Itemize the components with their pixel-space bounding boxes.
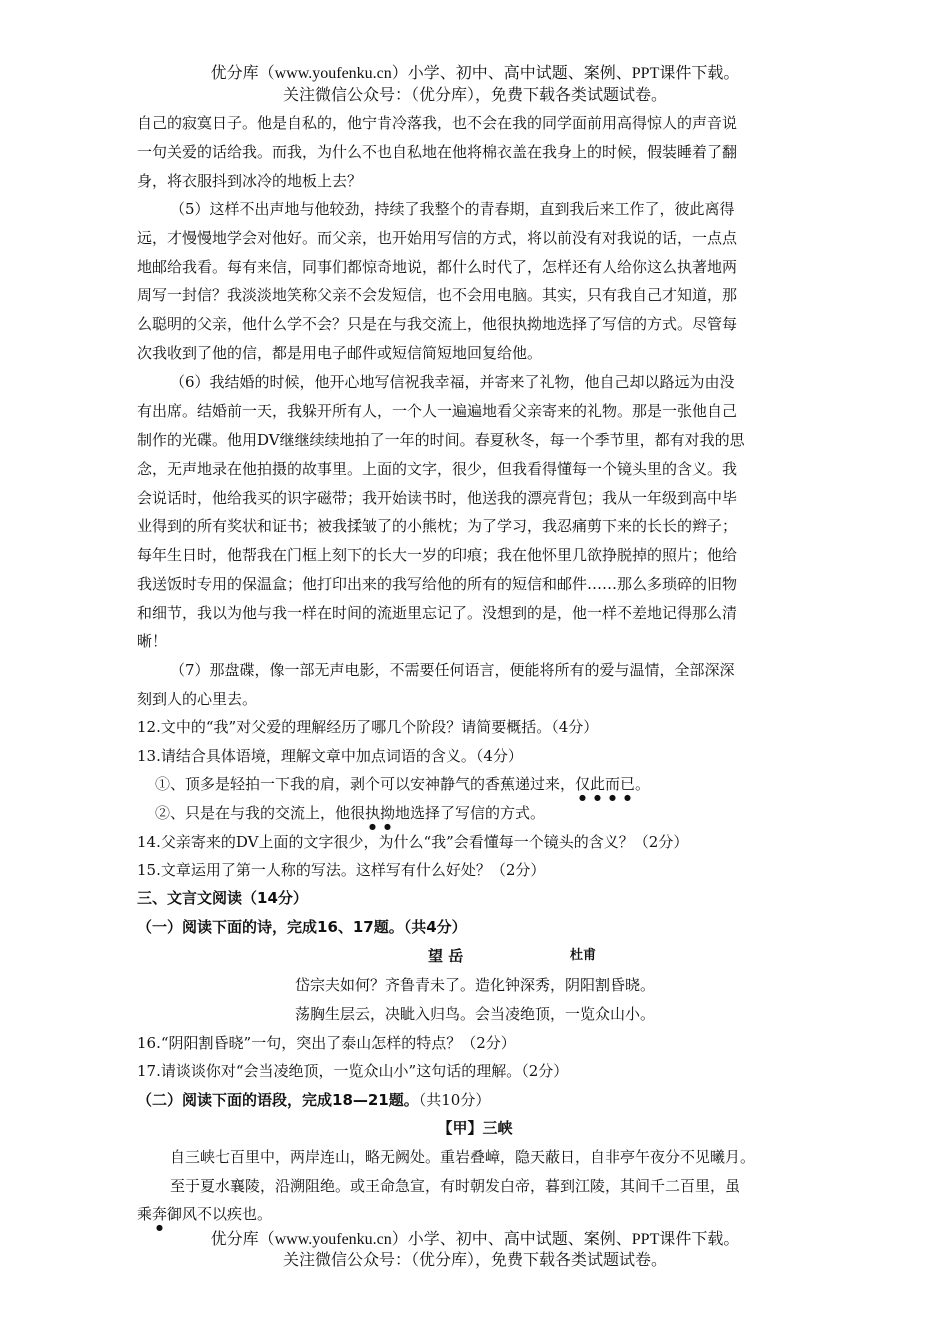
q13-2-end: 地选择了写信的方式。 [395,804,546,822]
jia-line-3 [137,1204,272,1232]
question-13-item-1 [155,774,650,802]
poem-author: 杜甫 [570,948,597,963]
section-3-title: 三、文言文阅读（14分） [137,889,308,907]
section-3-part-1: （一）阅读下面的诗，完成16、17题。（共4分） [137,918,467,936]
question-13-item-2 [155,803,545,831]
p6-line-5: 会说话时，他给我买的识字磁带；我开始读书时，他送我的漂亮背包；我从一年级到高中毕 [137,489,738,507]
p6-line-2: 有出席。结婚前一天，我躲开所有人，一个人一遍遍地看父亲寄来的礼物。那是一张他自己 [137,402,738,420]
p4-line-2: 一句关爱的话给我。而我，为什么不也自私地在他将棉衣盖在我身上的时候，假装睡着了翻 [137,143,738,161]
p6-line-3: 制作的光碟。他用DV继继续续地拍了一年的时间。春夏秋冬，每一个季节里，都有对我的思 [137,431,745,449]
p6-line-6: 业得到的所有奖状和证书；被我揉皱了的小熊枕；为了学习，我忍痛剪下来的长长的辫子； [137,517,738,535]
poem-line-2: 荡胸生层云，决眦入归鸟。会当凌绝顶，一览众山小。 [294,1005,655,1023]
p5-line-6: 次我收到了他的信，都是用电子邮件或短信简短地回复给他。 [137,344,543,362]
p6-line-8: 我送饭时专用的保温盒；他打印出来的我写给他的所有的短信和邮件……那么多琐碎的旧物 [137,575,738,593]
footer-line-2: 关注微信公众号：（优分库），免费下载各类试题试卷。 [282,1252,667,1269]
question-16: 16.“阴阳割昏晓”一句，突出了泰山怎样的特点？（2分） [137,1034,516,1052]
question-14: 14.父亲寄来的DV上面的文字很少，为什么“我”会看懂每一个镜头的含义？（2分） [137,833,689,851]
q13-2-dotted-word: 执拗 [365,804,396,822]
p7-line-2: 刻到人的心里去。 [137,690,258,708]
part-2-heading: （二）阅读下面的语段，完成18—21题。 [137,1091,419,1109]
p7-line-1: （7）那盘碟，像一部无声电影，不需要任何语言，便能将所有的爱与温情，全部深深 [170,661,735,679]
p6-line-1: （6）我结婚的时候，他开心地写信祝我幸福，并寄来了礼物，他自己却以路远为由没 [170,373,735,391]
jia-title: 【甲】三峡 [437,1119,513,1137]
q13-1-dotted-word: 仅此而已 [575,775,636,793]
p5-line-3: 地邮给我看。每有来信，同事们都惊奇地说，都什么时代了，怎样还有人给你这么执著地两 [137,258,738,276]
footer-line-1: 优分库（www.youfenku.cn）小学、初中、高中试题、案例、PPT课件下载。 [210,1231,740,1248]
jia-line-2: 至于夏水襄陵，沿溯阻绝。或王命急宣，有时朝发白帝，暮到江陵，其间千二百里，虽 [170,1177,741,1195]
q13-2-text: ②、只是在与我的交流上，他很 [155,804,366,822]
q13-1-end: 。 [635,775,651,793]
p4-line-1: 自己的寂寞日子。他是自私的，他宁肯冷落我，也不会在我的同学面前用高得惊人的声音说 [137,114,738,132]
poem-line-1: 岱宗夫如何？齐鲁青未了。造化钟深秀，阴阳割昏晓。 [294,976,655,994]
p6-line-10: 晰！ [137,632,168,650]
part-2-score: （共10分） [418,1091,491,1109]
p5-line-5: 么聪明的父亲，他什么学不会？只是在与我交流上，他很执拗地选择了写信的方式。尽管每 [137,315,738,333]
header-line-2: 关注微信公众号：（优分库），免费下载各类试题试卷。 [282,87,667,104]
p6-line-4: 念，无声地录在他拍摄的故事里。上面的文字，很少，但我看得懂每一个镜头里的含义。我 [137,460,738,478]
question-17: 17.请谈谈你对“会当凌绝顶，一览众山小”这句话的理解。（2分） [137,1062,569,1080]
p5-line-1: （5）这样不出声地与他较劲，持续了我整个的青春期，直到我后来工作了，彼此离得 [170,200,735,218]
q13-1-text: ①、顶多是轻拍一下我的肩，剥个可以安神静气的香蕉递过来， [155,775,576,793]
question-13: 13.请结合具体语境，理解文章中加点词语的含义。（4分） [137,747,523,765]
jia-line-3-end: 御风不以疾也。 [167,1205,273,1223]
p4-line-3: 身，将衣服抖到冰冷的地板上去？ [137,172,363,190]
question-15: 15.文章运用了第一人称的写法。这样写有什么好处？（2分） [137,861,546,879]
jia-dotted-word: 奔 [152,1205,168,1223]
p6-line-7: 每年生日时，他帮我在门框上刻下的长大一岁的印痕；我在他怀里几欲挣脱掉的照片；他给 [137,546,738,564]
question-12: 12.文中的“我”对父爱的理解经历了哪几个阶段？请简要概括。（4分） [137,718,599,736]
p5-line-4: 周写一封信？我淡淡地笑称父亲不会发短信，也不会用电脑。其实，只有我自己才知道，那 [137,286,738,304]
jia-line-1: 自三峡七百里中，两岸连山，略无阙处。重岩叠嶂，隐天蔽日，自非亭午夜分不见曦月。 [170,1148,756,1166]
poem-title: 望 岳 [428,947,464,965]
header-line-1: 优分库（www.youfenku.cn）小学、初中、高中试题、案例、PPT课件下载。 [210,65,740,82]
p5-line-2: 远，才慢慢地学会对他好。而父亲，也开始用写信的方式，将以前没有对我说的话，一点点 [137,229,738,247]
section-3-part-2 [137,1090,490,1110]
jia-line-3-start: 乘 [137,1205,153,1223]
p6-line-9: 和细节，我以为他与我一样在时间的流逝里忘记了。没想到的是，他一样不差地记得那么清 [137,604,738,622]
